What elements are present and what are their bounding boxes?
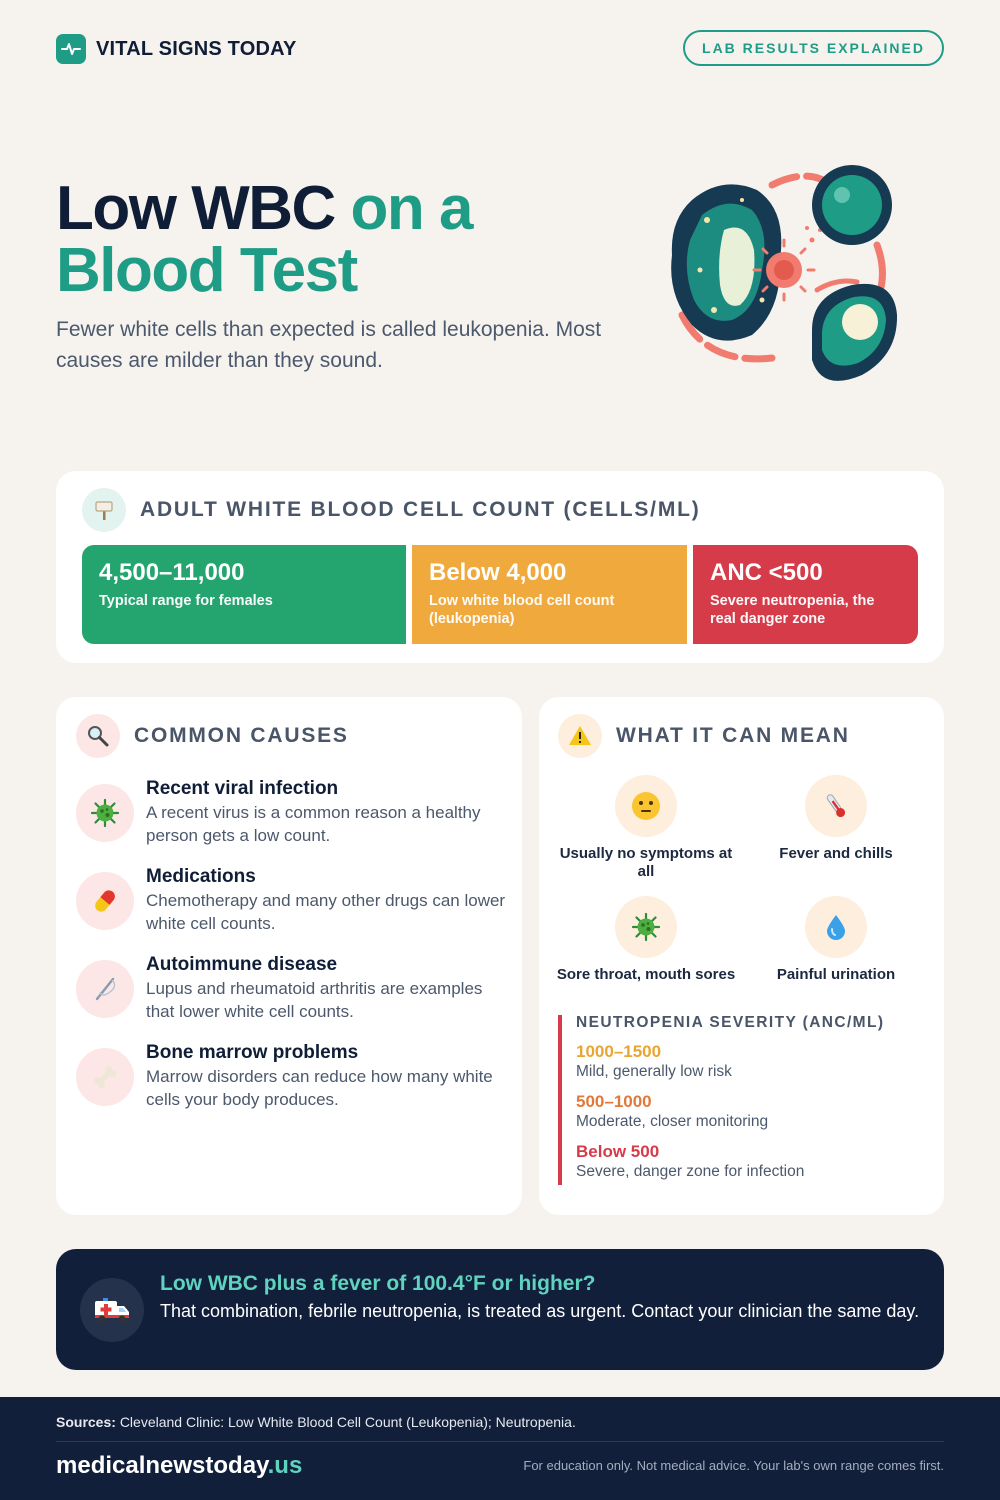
symptom-label: Painful urination	[776, 966, 896, 983]
severity-level	[576, 1042, 928, 1082]
sources	[56, 1414, 576, 1430]
sources-label: Sources:	[56, 1414, 116, 1430]
count-card-header	[82, 488, 701, 532]
count-card-title: ADULT WHITE BLOOD CELL COUNT (CELLS/ML)	[140, 498, 701, 521]
causes-title: COMMON CAUSES	[134, 724, 349, 747]
pulse-icon	[56, 34, 86, 64]
cause-title: Autoimmune disease	[146, 954, 338, 975]
thermometer-icon	[805, 775, 867, 837]
range-value: Below 4,000	[429, 559, 567, 586]
severity-level	[576, 1092, 928, 1132]
sources-text: Cleveland Clinic: Low White Blood Cell Count (Leukopenia); Neutropenia.	[119, 1414, 576, 1430]
title-dark: Low WBC	[56, 174, 335, 243]
range-value: 4,500–11,000	[99, 559, 245, 586]
range-segment	[412, 545, 687, 644]
symptom-item	[551, 896, 741, 984]
urgent-alert-banner	[56, 1249, 944, 1370]
site-tld: .us	[267, 1452, 303, 1479]
cause-text: Marrow disorders can reduce how many white cells your body produces.	[146, 1067, 493, 1109]
droplet-icon	[805, 896, 867, 958]
range-label: Severe neutropenia, the real danger zone	[710, 593, 875, 627]
range-segment	[693, 545, 918, 644]
warning-icon	[558, 714, 602, 758]
page-title	[56, 174, 472, 305]
footer	[0, 1397, 1000, 1500]
cause-title: Bone marrow problems	[146, 1042, 359, 1063]
severity-desc: Mild, generally low risk	[576, 1063, 732, 1080]
magnifier-icon	[76, 714, 120, 758]
virus-icon	[76, 784, 134, 842]
disclaimer: For education only. Not medical advice. Your lab's own range comes first.	[523, 1458, 944, 1473]
severity-desc: Moderate, closer monitoring	[576, 1113, 769, 1130]
wbc-count-card	[56, 471, 944, 663]
alert-title: Low WBC plus a fever of 100.4°F or higher?	[160, 1272, 596, 1295]
symptom-label: Fever and chills	[779, 845, 893, 862]
symptom-item	[741, 896, 931, 984]
cause-text: A recent virus is a common reason a healthy person gets a low count.	[146, 803, 481, 845]
severity-range: 1000–1500	[576, 1042, 662, 1061]
page-subtitle: Fewer white cells than expected is called leukopenia. Most causes are milder than they sound.	[56, 318, 602, 372]
pill-icon	[76, 872, 134, 930]
severity-title: NEUTROPENIA SEVERITY (ANC/ML)	[576, 1014, 885, 1031]
meaning-header	[558, 714, 850, 758]
brand[interactable]	[56, 34, 296, 64]
symptom-item	[551, 775, 741, 881]
range-segment	[82, 545, 406, 644]
meaning-title: WHAT IT CAN MEAN	[616, 724, 850, 747]
ambulance-icon	[80, 1278, 144, 1342]
common-causes-card	[56, 697, 522, 1215]
footer-divider	[56, 1441, 944, 1442]
cause-title: Medications	[146, 866, 256, 887]
signpost-icon	[82, 488, 126, 532]
symptom-label: Sore throat, mouth sores	[556, 966, 736, 983]
virus-icon	[615, 896, 677, 958]
needle-icon	[76, 960, 134, 1018]
alert-text: That combination, febrile neutropenia, is treated as urgent. Contact your clinician the same day.	[160, 1301, 920, 1321]
title-teal-1: on a	[350, 174, 472, 243]
what-it-can-mean-card	[539, 697, 944, 1215]
severity-desc: Severe, danger zone for infection	[576, 1163, 805, 1180]
cause-title: Recent viral infection	[146, 778, 339, 799]
site-link[interactable]	[56, 1452, 302, 1480]
site-name: medicalnewstoday	[56, 1452, 268, 1479]
bone-icon	[76, 1048, 134, 1106]
title-teal-2: Blood Test	[56, 236, 357, 305]
cause-text: Chemotherapy and many other drugs can lower white cell counts.	[146, 891, 506, 933]
cause-text: Lupus and rheumatoid arthritis are examples that lower white cell counts.	[146, 979, 483, 1021]
white-blood-cells-illustration	[662, 160, 902, 395]
brand-name: VITAL SIGNS TODAY	[96, 37, 297, 60]
causes-header	[76, 714, 349, 758]
symptom-label: Usually no symptoms at all	[559, 845, 733, 880]
range-label: Low white blood cell count (leukopenia)	[429, 593, 615, 627]
severity-level	[576, 1142, 928, 1182]
severity-range: 500–1000	[576, 1092, 652, 1111]
severity-range: Below 500	[576, 1142, 660, 1161]
wbc-range-bar	[82, 545, 918, 644]
neutral-face-icon	[615, 775, 677, 837]
range-value: ANC <500	[710, 559, 823, 586]
range-label: Typical range for females	[99, 593, 273, 609]
symptom-item	[741, 775, 931, 863]
header	[56, 34, 944, 66]
severity-scale	[558, 1015, 928, 1185]
lab-results-badge: LAB RESULTS EXPLAINED	[683, 30, 944, 66]
